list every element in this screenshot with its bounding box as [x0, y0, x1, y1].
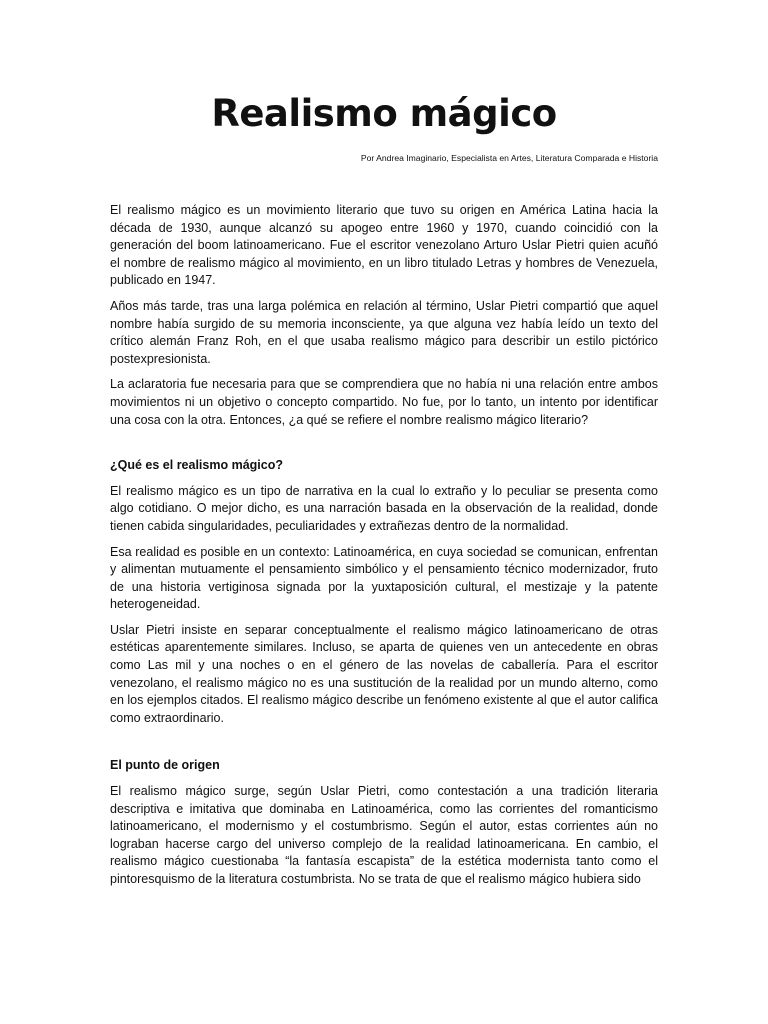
section-heading-what: ¿Qué es el realismo mágico?: [110, 458, 283, 473]
what-paragraph-1: El realismo mágico es un tipo de narrativa en la cual lo extraño y lo peculiar se presenta como algo cotidiano. O mejor dicho, es una narración basada en la observación de la realidad, donde tienen cabida singularidades, peculiaridades y extrañezas dentro de la normalidad.: [110, 483, 658, 533]
document-body: [110, 202, 658, 897]
intro-paragraph-2: Años más tarde, tras una larga polémica en relación al término, Uslar Pietri compartió que aquel nombre había surgido de su memoria inconsciente, ya que alguna vez había leído un texto del crítico alemán Franz Roh, en el que usaba realismo mágico para describir un estilo pictórico postexpresionista.: [110, 298, 658, 366]
author-byline: Por Andrea Imaginario, Especialista en Artes, Literatura Comparada e Historia: [360, 153, 658, 163]
intro-paragraph-3: La aclaratoria fue necesaria para que se comprendiera que no había ni una relación entre ambos movimientos ni un objetivo o concepto compartido. No fue, por lo tanto, un intento por identificar una cosa con la otra. Entonces, ¿a qué se refiere el nombre realismo mágico literario?: [110, 377, 658, 427]
what-paragraph-2: Esa realidad es posible en un contexto: Latinoamérica, en cuya sociedad se comunican, enfrentan y alimentan mutuamente el pensamiento simbólico y el pensamiento técnico modernizador, fruto de una historia vertiginosa signada por la yuxtaposición cultural, el mestizaje y la patente heterogeneidad.: [110, 544, 658, 612]
document-title: Realismo mágico: [211, 92, 557, 135]
section-heading-origin: El punto de origen: [110, 758, 220, 773]
origin-paragraph-1: El realismo mágico surge, según Uslar Pietri, como contestación a una tradición literaria descriptiva e imitativa que dominaba en Latinoamérica, como las corrientes del romanticismo latinoamericano, el modernismo y el costumbrismo. Según el autor, estas corrientes aún no lograban hacerse cargo del universo complejo de la realidad latinoamericana. En cambio, el realismo mágico cuestionaba “la fantasía escapista” de la estética modernista tanto como el pintoresquismo de la literatura costumbrista. No se trata de que el realismo mágico hubiera sido: [110, 784, 658, 886]
intro-paragraph-1: El realismo mágico es un movimiento literario que tuvo su origen en América Latina hacia la década de 1930, aunque alcanzó su apogeo entre 1960 y 1970, cuando coincidió con la generación del boom latinoamericano. Fue el escritor venezolano Arturo Uslar Pietri quien acuñó el nombre de realismo mágico al movimiento, en un libro titulado Letras y hombres de Venezuela, publicado en 1947.: [110, 203, 658, 288]
what-paragraph-3: Uslar Pietri insiste en separar conceptualmente el realismo mágico latinoamericano de otras estéticas aparentemente similares. Incluso, se aparta de quienes ven un antecedente en obras como Las mil y una noches o en el género de las novelas de caballería. Para el escritor venezolano, el realismo mágico no es una sustitución de la realidad por un mundo alterno, como en los ejemplos citados. El realismo mágico describe un fenómeno existente al que el autor califica como extraordinario.: [110, 622, 658, 725]
